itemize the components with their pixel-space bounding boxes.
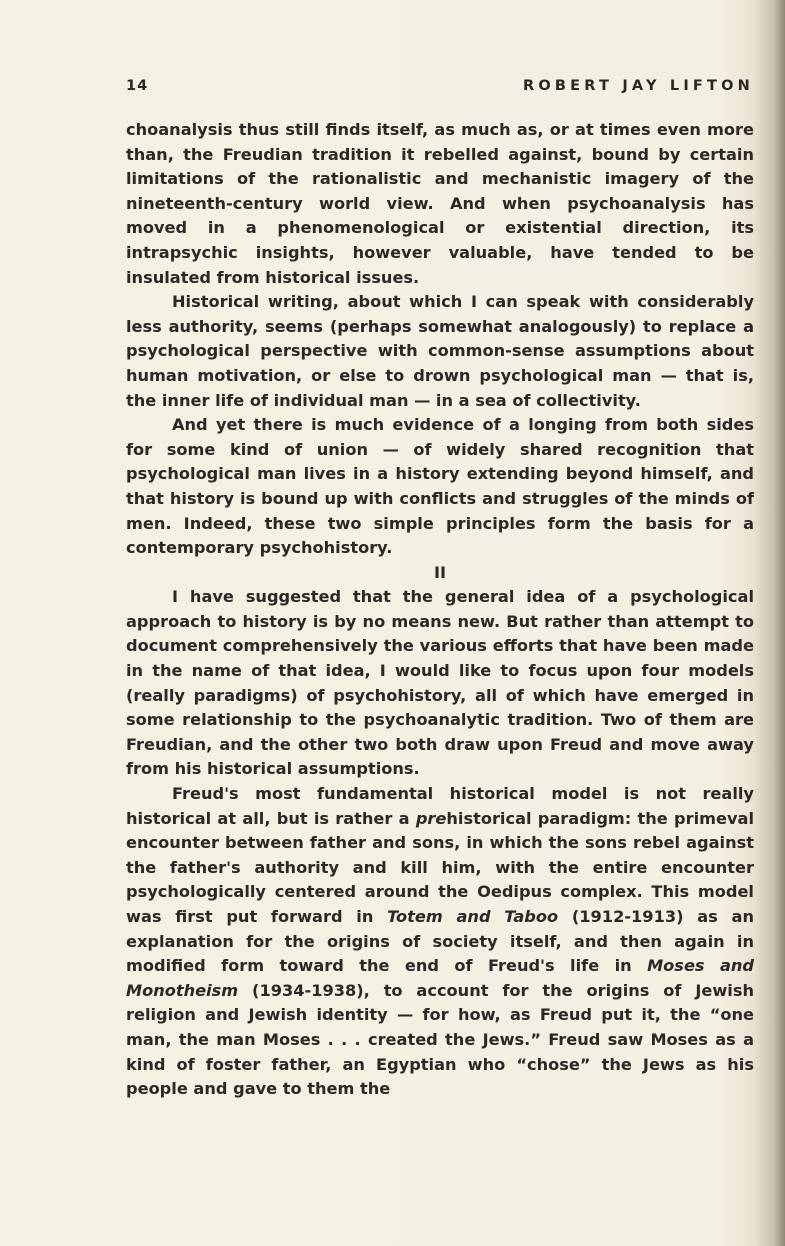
paragraph-2: Historical writing, about which I can speak with considerably less authority, seems (perhaps somewhat analogously) to replace a psychological perspective with common-sense assumptions about human motivation, or else to drown psychological man — that is, the inner life of individual man — in a sea of collectivity.: [126, 292, 754, 410]
paragraph-1: choanalysis thus still finds itself, as much as, or at times even more than, the Freudian tradition it rebelled against, bound by certain limitations of the rationalistic and mechanistic imagery of the nineteenth-century world view. And when psychoanalysis has moved in a phenomenological or existential direction, its intrapsychic insights, however valuable, have tended to be insulated from historical issues.: [126, 120, 754, 287]
paragraph-4: I have suggested that the general idea of a psychological approach to history is by no means new. But rather than attempt to document comprehensively the various efforts that have been made in the name of that idea, I would like to focus upon four models (really paradigms) of psychohistory, all of which have emerged in some relationship to the psychoanalytic tradition. Two of them are Freudian, and the other two both draw upon Freud and move away from his historical assumptions.: [126, 587, 754, 779]
running-head: ROBERT JAY LIFTON: [523, 78, 754, 94]
page-number: 14: [126, 78, 149, 94]
book-title-moses-and-monotheism: Moses and Monotheism: [126, 956, 755, 1000]
paragraph-5-part-c: (1912-1913) as an explanation for the origins of society itself, and then again in modified form toward the end of Freud's life in: [126, 907, 754, 976]
paragraph-5-part-b: historical paradigm: the primeval encounter between father and sons, in which the sons rebel against the father's authority and kill him, with the entire encounter psychologically centered around the Oedipus complex. This model was first put forward in: [126, 808, 754, 926]
book-title-totem-and-taboo: Totem and Taboo: [387, 907, 559, 926]
emphasis-pre: pre: [415, 808, 447, 828]
paragraph-5: [126, 782, 754, 1102]
paragraph-5-part-a: Freud's most fundamental historical model is not really historical at all, but is rather a: [126, 784, 754, 828]
paragraph-5-part-d: (1934-1938), to account for the origins of Jewish religion and Jewish identity — for how, as Freud put it, the “one man, the man Moses . . . created the Jews.” Freud saw Moses as a kind of foster father, an Egyptian who “chose” the Jews as his people and gave to them the: [126, 980, 754, 1099]
section-heading: II: [433, 562, 447, 582]
page-header: [126, 78, 754, 100]
body-text: [126, 118, 754, 1102]
paragraph-3: And yet there is much evidence of a longing from both sides for some kind of union — of widely shared recognition that psychological man lives in a history extending beyond himself, and that history is bound up with conflicts and struggles of the minds of men. Indeed, these two simple principles form the basis for a contemporary psychohistory.: [126, 415, 754, 558]
